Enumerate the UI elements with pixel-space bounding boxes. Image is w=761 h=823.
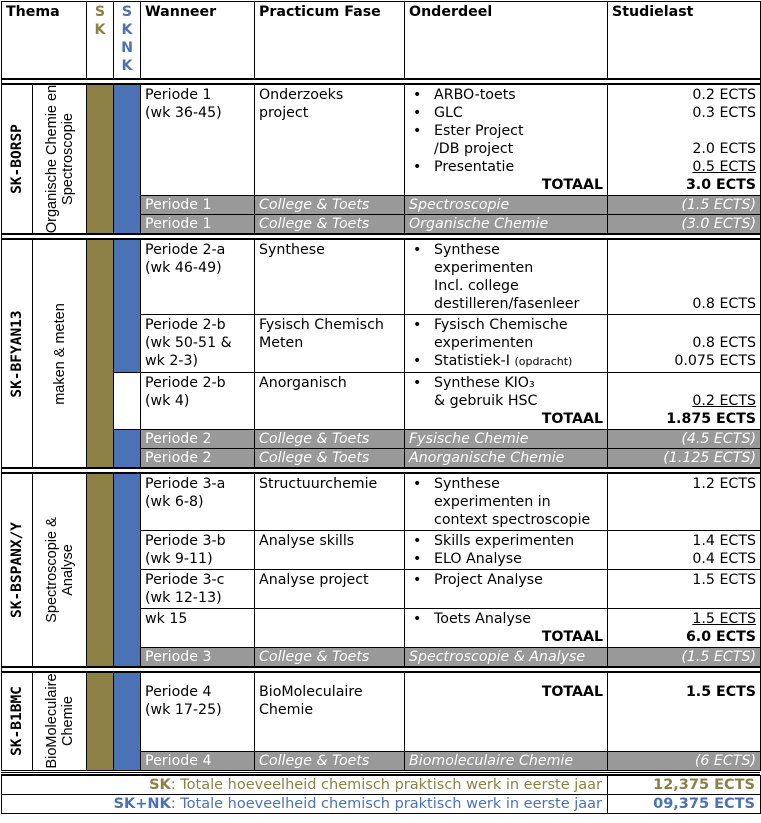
ects-cell: 1.2 ECTS <box>608 473 761 531</box>
list-item: • Statistiek-I (opdracht) <box>413 353 573 369</box>
onderdeel-cell <box>405 373 608 430</box>
list-item: • Presentatie <box>413 159 515 175</box>
nk-bar <box>114 430 141 469</box>
ects-cell: 0.2 ECTS 0.3 ECTS 2.0 ECTS 0.5 ECTS 3.0 ECTS <box>608 84 761 196</box>
ects-cell: 0.2 ECTS 1.875 ECTS <box>608 373 761 430</box>
table-row <box>2 84 761 196</box>
list-item: • Fysisch Chemische experimenten <box>413 317 568 351</box>
table-row: Periode 2 College & Toets Anorganische Chemie (1.125 ECTS) <box>2 449 761 469</box>
header-sknk-letter: K <box>121 58 133 74</box>
table-row: Periode 2 College & Toets Fysische Chemie (4.5 ECTS) <box>2 430 761 449</box>
footer-nk-value: 09,375 ECTS <box>608 795 761 814</box>
onderdeel-cell <box>405 570 608 609</box>
ects-cell: 1.5 ECTS <box>608 570 761 609</box>
header-sk-letter: K <box>94 22 106 38</box>
header-wanneer: Wanneer <box>141 2 255 80</box>
module-name: BioMoleculaire Chemie <box>33 672 87 770</box>
footer-sk-value: 12,375 ECTS <box>608 776 761 795</box>
onderdeel-cell <box>405 672 608 751</box>
header-sknk-letter: K <box>121 22 133 38</box>
totaal-label: TOTAAL <box>541 684 604 700</box>
footer-sk-label: SK: Totale hoeveelheid chemisch praktisch werk in eerste jaar <box>2 776 608 795</box>
header-fase: Practicum Fase <box>255 2 405 80</box>
sk-bar <box>87 239 114 468</box>
table-row <box>2 473 761 531</box>
header-sk-letter: S <box>94 4 106 20</box>
module-code: SK-BFYAN13 <box>2 239 33 468</box>
wanneer-cell: Periode 2-b (wk 4) <box>141 373 255 430</box>
fase-cell: Fysisch Chemisch Meten <box>255 315 405 373</box>
onderdeel-cell <box>405 315 608 373</box>
table-row <box>2 373 761 430</box>
footer-nk-row <box>2 795 761 814</box>
table-row: Periode 1 College & Toets Organische Chemie (3.0 ECTS) <box>2 215 761 235</box>
table-row: Periode 1 College & Toets Spectroscopie (1.5 ECTS) <box>2 196 761 215</box>
fase-cell: Analyse skills <box>255 531 405 570</box>
wanneer-cell: Periode 1 (wk 36-45) <box>141 84 255 196</box>
header-sknk-letter: S <box>121 4 133 20</box>
header-thema: Thema <box>2 2 87 80</box>
footer-nk-label: SK+NK: Totale hoeveelheid chemisch praktisch werk in eerste jaar <box>2 795 608 814</box>
list-item: • Synthese experimenten in context spectroscopie <box>413 476 591 528</box>
ects-cell: 0.8 ECTS <box>608 239 761 315</box>
list-item: • Synthese KIO₃ & gebruik HSC <box>413 375 538 409</box>
footer-sk-row <box>2 776 761 795</box>
totaal-value: 1.875 ECTS <box>666 411 757 427</box>
list-item: • GLC <box>413 105 463 121</box>
totaal-value: 3.0 ECTS <box>685 177 757 193</box>
ects-cell: 0.8 ECTS 0.075 ECTS <box>608 315 761 373</box>
footer <box>1 772 760 823</box>
module-name: maken & meten <box>33 239 87 468</box>
totaal-label: TOTAAL <box>541 629 604 645</box>
table-row: Periode 4 College & Toets Biomoleculaire Chemie (6 ECTS) <box>2 751 761 770</box>
list-item: • Toets Analyse <box>413 611 531 627</box>
wanneer-cell: wk 15 <box>141 609 255 648</box>
nk-bar <box>114 473 141 667</box>
nk-bar <box>114 239 141 373</box>
header-sk <box>87 2 114 80</box>
list-item: • Skills experimenten <box>413 533 575 549</box>
fase-cell: Synthese <box>255 239 405 315</box>
module-code: SK-B1BMC <box>2 672 33 770</box>
wanneer-cell: Periode 3-b (wk 9-11) <box>141 531 255 570</box>
module-name: Organische Chemie en Spectroscopie <box>33 84 87 234</box>
onderdeel-cell <box>405 531 608 570</box>
totaal-value: 1.5 ECTS <box>685 684 757 700</box>
onderdeel-cell <box>405 609 608 648</box>
wanneer-cell: Periode 3-a (wk 6-8) <box>141 473 255 531</box>
sk-bar <box>87 672 114 770</box>
sk-bar <box>87 473 114 667</box>
nk-bar-empty <box>114 373 141 430</box>
fase-cell: Analyse project <box>255 570 405 609</box>
onderdeel-cell <box>405 84 608 196</box>
nk-bar <box>114 672 141 770</box>
totaal-label: TOTAAL <box>541 411 604 427</box>
header-studielast: Studielast <box>608 2 761 80</box>
onderdeel-cell <box>405 239 608 315</box>
header-sknk <box>114 2 141 80</box>
ects-cell: 1.5 ECTS 6.0 ECTS <box>608 609 761 648</box>
nk-bar <box>114 84 141 234</box>
module-code: SK-BORSP <box>2 84 33 234</box>
ects-cell <box>608 672 761 751</box>
header-onderdeel: Onderdeel <box>405 2 608 80</box>
list-item: • Project Analyse <box>413 572 543 588</box>
onderdeel-cell <box>405 473 608 531</box>
table-row <box>2 239 761 315</box>
totaal-value: 6.0 ECTS <box>685 629 757 645</box>
totaal-label: TOTAAL <box>541 177 604 193</box>
studielast-table <box>1 1 761 771</box>
wanneer-cell: Periode 2-b (wk 50-51 & wk 2-3) <box>141 315 255 373</box>
list-item: • ARBO-toets <box>413 87 516 103</box>
wanneer-cell: Periode 4 (wk 17-25) <box>141 672 255 751</box>
wanneer-cell: Periode 3-c (wk 12-13) <box>141 570 255 609</box>
ects-cell: 1.4 ECTS 0.4 ECTS <box>608 531 761 570</box>
table-row <box>2 672 761 751</box>
list-item: • ELO Analyse <box>413 551 522 567</box>
fase-cell: Onderzoeks project <box>255 84 405 196</box>
fase-cell: BioMoleculaire Chemie <box>255 672 405 751</box>
footer-table <box>1 775 761 814</box>
fase-cell: Anorganisch <box>255 373 405 430</box>
wanneer-cell: Periode 2-a (wk 46-49) <box>141 239 255 315</box>
table-row: Periode 3 College & Toets Spectroscopie & Analyse (1.5 ECTS) <box>2 648 761 668</box>
list-item: • Synthese experimenten Incl. college destilleren/fasenleer <box>413 242 580 312</box>
list-item: • Ester Project /DB project <box>413 123 524 157</box>
module-code: SK-BSPANX/Y <box>2 473 33 667</box>
sk-bar <box>87 84 114 234</box>
header-sknk-letter: N <box>121 40 133 56</box>
fase-cell <box>255 609 405 648</box>
header-row <box>2 2 761 80</box>
module-name: Spectroscopie & Analyse <box>33 473 87 667</box>
fase-cell: Structuurchemie <box>255 473 405 531</box>
